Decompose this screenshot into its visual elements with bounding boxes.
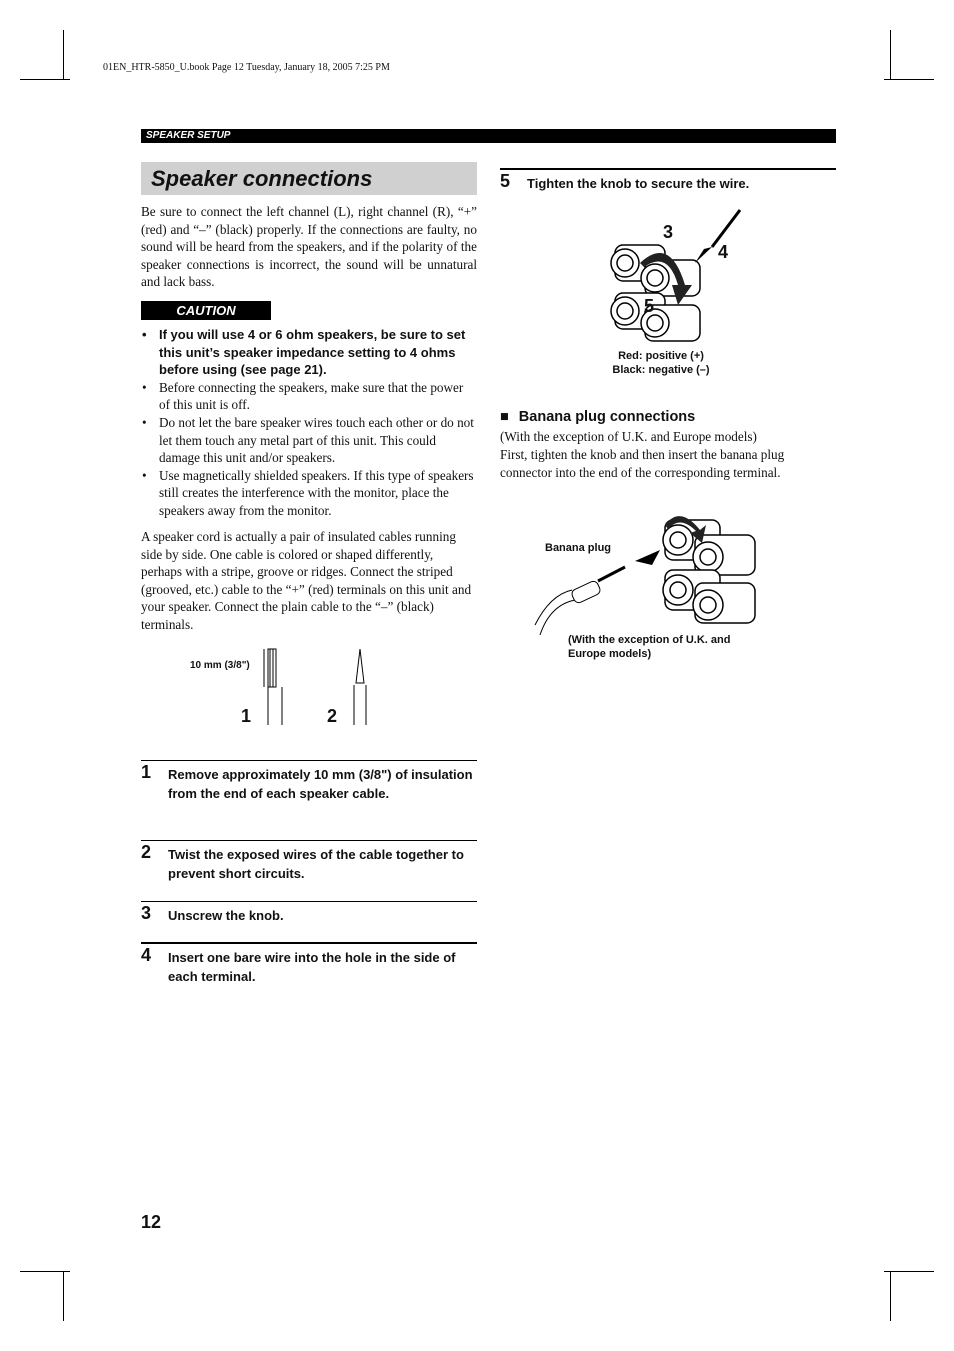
banana-note: (With the exception of U.K. and Europe models) xyxy=(500,429,757,444)
step-number: 1 xyxy=(141,762,152,782)
figure-step-5: 5 xyxy=(644,296,655,316)
print-header: 01EN_HTR-5850_U.book Page 12 Tuesday, January 18, 2005 7:25 PM xyxy=(103,62,390,73)
square-bullet-icon: ■ xyxy=(500,409,513,425)
banana-plug-label: Banana plug xyxy=(545,542,612,554)
caution-list xyxy=(141,326,475,520)
black-negative-label: Black: negative (–) xyxy=(612,364,710,376)
intro-text: Be sure to connect the left channel (L), right channel (R), “+” (red) and “–” (black) properly. If the connections are faulty, no sound will be heard from the speakers, and if the polarity of the speaker connections is incorrect, the sound will be unnatural and lack bass. xyxy=(141,204,477,290)
section-header: SPEAKER SETUP xyxy=(141,129,836,143)
step-number: 2 xyxy=(141,842,152,862)
terminal-figure xyxy=(600,205,760,380)
banana-plug-illustration xyxy=(530,505,770,635)
wire-illustration xyxy=(260,645,380,730)
caution-item: • Do not let the bare speaker wires touch each other or do not let them touch any metal part of this unit. This could damage this unit and/or speakers. xyxy=(141,414,475,467)
step-number: 4 xyxy=(141,945,152,965)
length-label: 10 mm (3/8") xyxy=(190,660,250,671)
caution-item: • Before connecting the speakers, make sure that the power of this unit is off. xyxy=(141,379,475,414)
caution-item: • Use magnetically shielded speakers. If this type of speakers still creates the interference with the monitor, place the speakers away from the monitor. xyxy=(141,467,475,520)
step-text: Remove approximately 10 mm (3/8") of insulation from the end of each speaker cable. xyxy=(168,767,473,801)
step-text: Insert one bare wire into the hole in the side of each terminal. xyxy=(168,950,456,984)
step-text: Unscrew the knob. xyxy=(168,908,284,923)
step-4 xyxy=(141,942,477,994)
caution-label: CAUTION xyxy=(141,301,271,320)
step-2 xyxy=(141,840,477,899)
crop-mark xyxy=(20,79,70,80)
terminal-legend xyxy=(600,349,722,377)
step-3 xyxy=(141,901,477,940)
cord-text: A speaker cord is actually a pair of insulated cables running side by side. One cable is colored or shaped differently, perhaps with a stripe, groove or ridges. Connect the striped (grooved, etc.) cable to the “+” (red) terminals on this unit and your speaker. Connect the plain cable to the “–” (black) terminals. xyxy=(141,529,472,632)
crop-mark xyxy=(884,79,934,80)
crop-mark xyxy=(890,30,891,80)
step-number: 3 xyxy=(141,903,152,923)
crop-mark xyxy=(884,1271,934,1272)
step-text: Twist the exposed wires of the cable together to prevent short circuits. xyxy=(168,847,464,881)
figure-step-1: 1 xyxy=(241,706,252,726)
page-title: Speaker connections xyxy=(141,162,477,195)
crop-mark xyxy=(63,30,64,80)
figure-step-4: 4 xyxy=(718,242,729,262)
banana-plug-figure xyxy=(530,505,770,670)
caution-item: • If you will use 4 or 6 ohm speakers, be sure to set this unit’s speaker impedance setting to 4 ohms before using (see page 21). xyxy=(141,326,475,379)
figure-note: (With the exception of U.K. and Europe models) xyxy=(568,634,731,660)
figure-step-3: 3 xyxy=(663,222,674,242)
figure-step-2: 2 xyxy=(327,706,338,726)
crop-mark xyxy=(20,1271,70,1272)
crop-mark xyxy=(63,1271,64,1321)
wire-stripping-figure xyxy=(180,645,380,730)
step-text: Tighten the knob to secure the wire. xyxy=(527,176,750,191)
step-1 xyxy=(141,760,477,839)
speaker-terminal-illustration xyxy=(600,205,760,345)
page-number: 12 xyxy=(141,1212,162,1232)
banana-text: First, tighten the knob and then insert the banana plug connector into the end of the corresponding terminal. xyxy=(500,447,785,480)
banana-heading-text: Banana plug connections xyxy=(518,409,696,425)
step-number: 5 xyxy=(500,171,511,191)
red-positive-label: Red: positive (+) xyxy=(618,350,704,362)
step-5 xyxy=(500,168,836,200)
crop-mark xyxy=(890,1271,891,1321)
banana-heading xyxy=(500,409,695,425)
